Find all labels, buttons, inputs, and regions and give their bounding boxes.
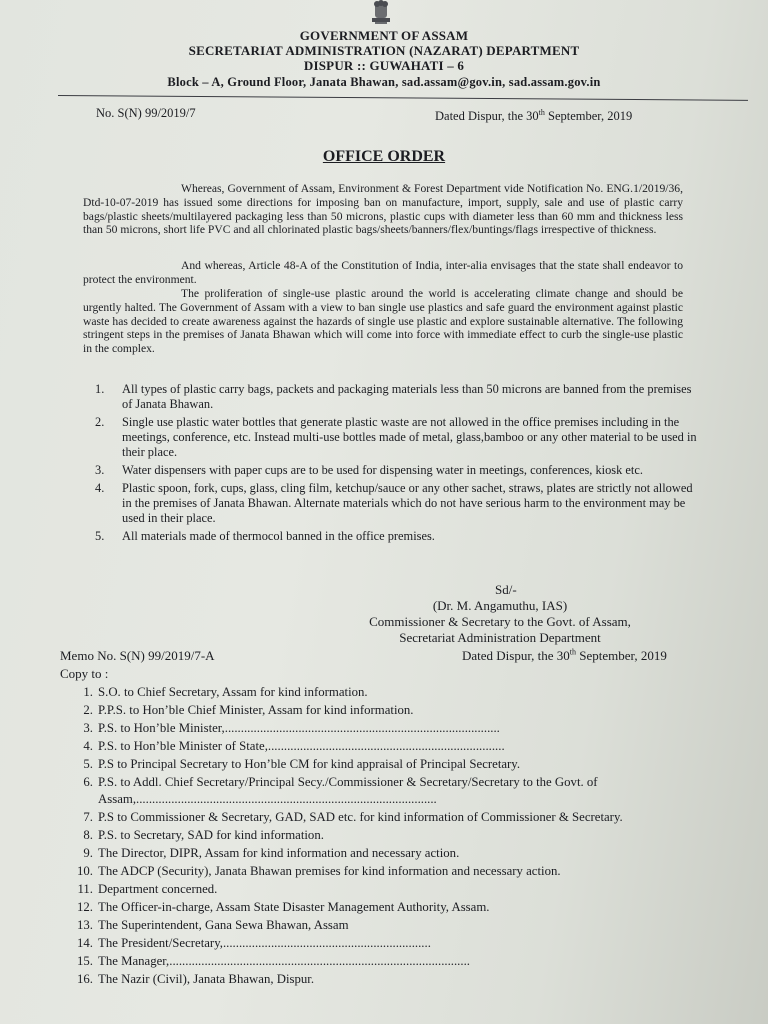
list-item-number: 10. (77, 864, 93, 879)
list-item (60, 827, 710, 845)
list-item: 3. Water dispensers with paper cups are to be used for dispensing water in meetings, conferences, kiosk etc. (95, 463, 643, 477)
list-item (60, 720, 710, 738)
header-address: Block – A, Ground Floor, Janata Bhawan, sad.assam@gov.in, sad.assam.gov.in (167, 75, 601, 89)
list-item-number: 14. (77, 935, 93, 950)
list-item-text: P.P.S. to Hon’ble Chief Minister, Assam for kind information. (98, 702, 414, 717)
list-item-number: 7. (83, 810, 93, 825)
list-item (60, 738, 710, 756)
list-item: 1. All types of plastic carry bags, packets and packaging materials less than 50 microns are banned from the premises of Janata Bhawan. (95, 382, 692, 411)
list-item-text: The Director, DIPR, Assam for kind information and necessary action. (98, 846, 460, 861)
order-date (435, 108, 632, 124)
preamble-paragraph-3: The proliferation of single-use plastic around the world is accelerating climate change and should be urgently halted. The Government of Assam with a view to ban single use plastics and safe guard the environment against plastic waste has decided to create awareness against the hazards of single use plastic and explore sustainable alternative. The following stringent steps in the premises of Janata Bhawan which will come into force with immediate effect to curb the single-use plastic in the complex. (83, 287, 683, 356)
memo-date-text: Dated Dispur, the 30th September, 2019 (462, 648, 667, 664)
list-item-number: 11. (77, 881, 93, 896)
list-item: 5. All materials made of thermocol banned in the office premises. (95, 529, 435, 543)
list-item-text: The Nazir (Civil), Janata Bhawan, Dispur. (98, 971, 315, 986)
list-item-number: 6. (83, 774, 93, 789)
list-item-text: The President/Secretary,................................................................. (98, 935, 431, 950)
list-item-number: 3. (83, 720, 93, 735)
signatory-department: Secretariat Administration Department (399, 630, 601, 645)
list-item-number: 13. (77, 917, 93, 932)
list-item-number: 8. (83, 828, 93, 843)
signatory-designation: Commissioner & Secretary to the Govt. of Assam, (369, 614, 631, 629)
list-item: 4. Plastic spoon, fork, cups, glass, cling film, ketchup/sauce or any other sachet, straws, plates are strictly not allowed in the premises of Janata Bhawan. Alternate materials which do not have serious harm to the environment may be used in their place. (95, 481, 693, 525)
list-item-number: 16. (77, 971, 93, 986)
header-government: GOVERNMENT OF ASSAM (299, 28, 469, 43)
list-item (60, 774, 710, 810)
list-item (60, 917, 710, 935)
list-item-text: P.S. to Hon’ble Minister of State,.......................................................................... (98, 738, 505, 753)
list-item-text: P.S. to Secretary, SAD for kind information. (98, 828, 324, 843)
list-item-text: The Manager,.............................................................................................. (98, 953, 470, 968)
list-item-text: The Superintendent, Gana Sewa Bhawan, Assam (98, 917, 349, 932)
list-item-number: 15. (77, 953, 93, 968)
list-item-number: 12. (77, 899, 93, 914)
copy-to-label: Copy to : (60, 666, 109, 681)
header-location: DISPUR :: GUWAHATI – 6 (303, 58, 465, 73)
list-item-number: 4. (83, 738, 93, 753)
list-item-text: The Officer-in-charge, Assam State Disaster Management Authority, Assam. (98, 899, 490, 914)
list-item (60, 809, 710, 827)
signatory-name: (Dr. M. Angamuthu, IAS) (432, 598, 568, 613)
list-item (60, 702, 710, 720)
list-item-number: 1. (83, 685, 93, 699)
list-item-text: P.S to Commissioner & Secretary, GAD, SAD etc. for kind information of Commissioner & Secretary. (98, 810, 623, 825)
order-date-text: Dated Dispur, the 30th September, 2019 (435, 108, 633, 124)
memo-number: Memo No. S(N) 99/2019/7-A (60, 648, 215, 663)
list-item (60, 863, 710, 881)
list-item-text: S.O. to Chief Secretary, Assam for kind information. (98, 685, 368, 699)
list-item-text: The ADCP (Security), Janata Bhawan premises for kind information and necessary action. (98, 864, 561, 879)
list-item (60, 899, 710, 917)
preamble-paragraph-2: And whereas, Article 48-A of the Constitution of India, inter-alia envisages that the state shall endeavor to protect the environment. (83, 259, 683, 286)
order-number: No. S(N) 99/2019/7 (96, 106, 196, 120)
header-divider (58, 95, 748, 101)
list-item-number: 2. (83, 702, 93, 717)
list-item-text: P.S. to Addl. Chief Secretary/Principal Secy./Commissioner & Secretary/Secretary to the Govt. of Assam,.............................................................................................. (98, 774, 598, 807)
list-item-number: 5. (83, 756, 93, 771)
header-department: SECRETARIAT ADMINISTRATION (NAZARAT) DEPARTMENT (188, 43, 580, 58)
preamble-paragraph-1: Whereas, Government of Assam, Environment & Forest Department vide Notification No. ENG.1/2019/36, Dtd-10-07-2019 has issued some directions for imposing ban on manufacture, import, supply, sale and use of plastic carry bags/plastic sheets/multilayered packaging less than 50 microns, plastic cups with diameter less than 60 mm and thickness less than 50 microns, short life PVC and all chlorinated plastic bags/sheets/banners/flex/buntings/flags irrespective of thickness. (83, 182, 683, 237)
list-item-text: P.S. to Hon’ble Minister,...................................................................................... (98, 720, 500, 735)
page-title: OFFICE ORDER (322, 148, 446, 165)
copy-list (60, 684, 710, 988)
signature-sd: Sd/- (495, 582, 517, 597)
list-item (60, 971, 710, 989)
state-emblem-icon (366, 0, 396, 28)
list-item-text: P.S to Principal Secretary to Hon’ble CM for kind appraisal of Principal Secretary. (98, 756, 521, 771)
memo-date (462, 648, 667, 664)
list-item-text: Department concerned. (98, 881, 218, 896)
list-item (60, 756, 710, 774)
signature-block (340, 582, 660, 646)
list-item (60, 953, 710, 971)
list-item: 2. Single use plastic water bottles that generate plastic waste are not allowed in the office premises including in the meetings, conference, etc. Instead multi-use bottles made of metal, glass,bamboo or any other material to be used in their place. (95, 415, 697, 459)
list-item (60, 881, 710, 899)
list-item (60, 935, 710, 953)
list-item (60, 684, 710, 702)
list-item-number: 9. (83, 846, 93, 861)
list-item (60, 845, 710, 863)
directives-list (95, 382, 700, 547)
